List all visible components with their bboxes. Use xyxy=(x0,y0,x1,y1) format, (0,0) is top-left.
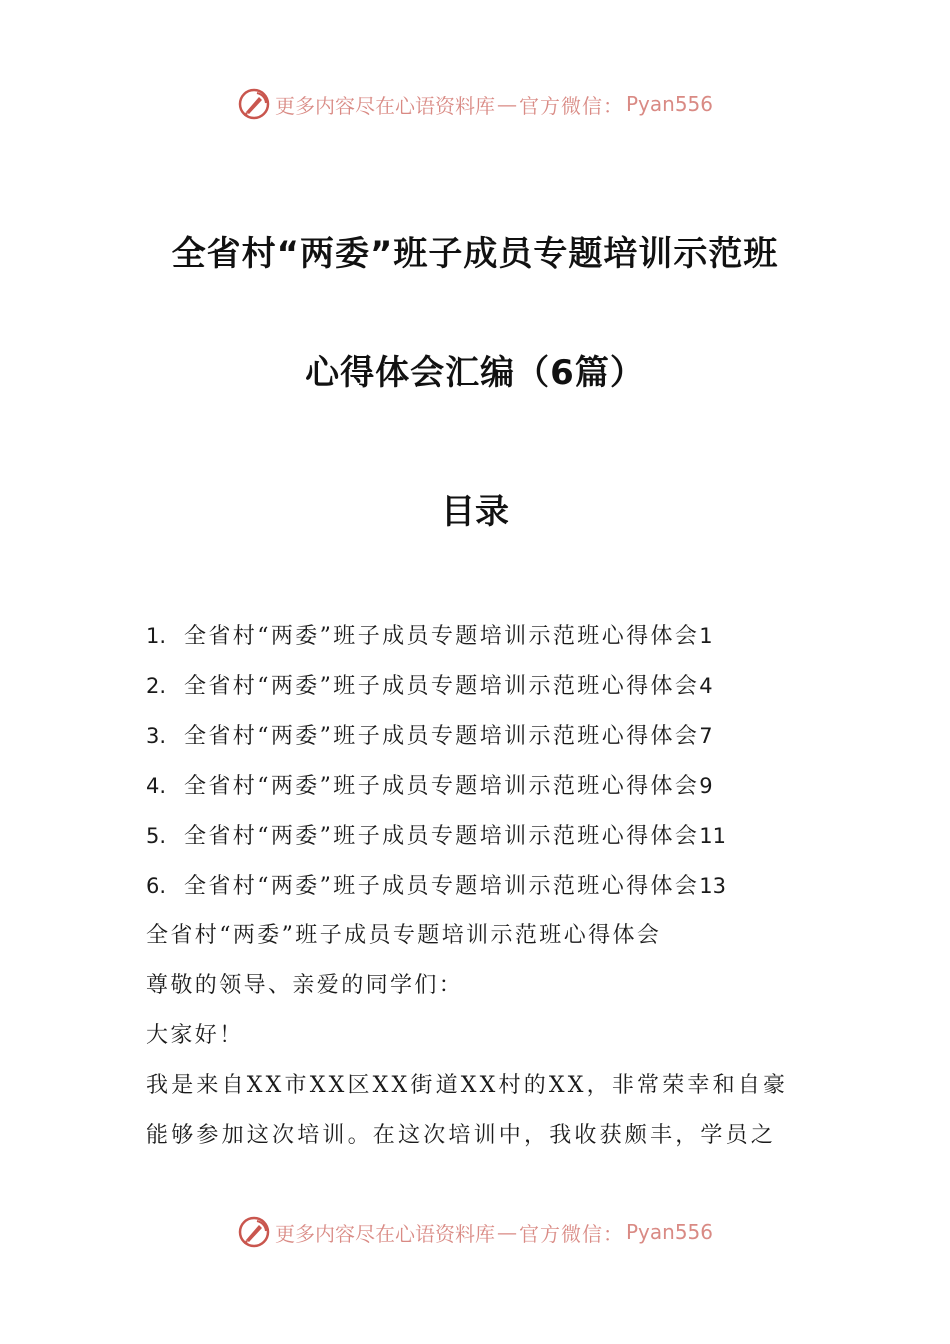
pen-logo-icon xyxy=(237,87,271,121)
banner-wechat-label: 官方微信： xyxy=(518,1221,624,1246)
toc-item-text: 全省村“两委”班子成员专题培训示范班心得体会 xyxy=(184,724,700,749)
greeting: 大家好！ xyxy=(146,1023,244,1048)
toc-item-text: 全省村“两委”班子成员专题培训示范班心得体会 xyxy=(184,674,700,699)
banner-handle: Pyan556 xyxy=(625,92,713,116)
document-title-line2: 心得体会汇编（6篇） xyxy=(305,353,645,393)
toc-item-text: 全省村“两委”班子成员专题培训示范班心得体会 xyxy=(184,624,700,649)
toc-item-text: 全省村“两委”班子成员专题培训示范班心得体会 xyxy=(184,774,700,799)
toc-item[interactable] xyxy=(146,816,726,866)
salutation: 尊敬的领导、亲爱的同学们： xyxy=(146,973,464,998)
toc-item[interactable] xyxy=(146,716,726,766)
table-of-contents xyxy=(146,616,726,916)
pen-logo-icon xyxy=(237,1215,271,1249)
banner-wechat-label: 官方微信： xyxy=(518,93,624,118)
toc-item-page: 7 xyxy=(699,724,713,748)
banner-brand: 更多内容尽在心语资料库 xyxy=(274,93,495,118)
toc-item-number: 5. xyxy=(146,824,167,848)
toc-item-number: 1. xyxy=(146,624,167,648)
watermark-banner-top xyxy=(0,84,950,124)
toc-item-number: 4. xyxy=(146,774,167,798)
toc-item[interactable] xyxy=(146,866,726,916)
banner-separator: — xyxy=(496,92,517,116)
toc-item-page: 13 xyxy=(699,874,727,898)
section-title: 全省村“两委”班子成员专题培训示范班心得体会 xyxy=(146,923,662,948)
toc-heading: 目录 xyxy=(441,492,509,532)
document-title-line1: 全省村“两委”班子成员专题培训示范班 xyxy=(171,234,779,274)
toc-item-text: 全省村“两委”班子成员专题培训示范班心得体会 xyxy=(184,824,700,849)
toc-item[interactable] xyxy=(146,766,726,816)
paragraph-line: 能够参加这次培训。在这次培训中，我收获颇丰，学员之 xyxy=(146,1123,777,1148)
toc-item-page: 1 xyxy=(699,624,713,648)
banner-separator: — xyxy=(496,1220,517,1244)
toc-item-number: 6. xyxy=(146,874,167,898)
toc-item-text: 全省村“两委”班子成员专题培训示范班心得体会 xyxy=(184,874,700,899)
toc-item-number: 2. xyxy=(146,674,167,698)
toc-item-page: 11 xyxy=(699,824,727,848)
banner-handle: Pyan556 xyxy=(625,1220,713,1244)
toc-item-page: 9 xyxy=(699,774,713,798)
toc-item-number: 3. xyxy=(146,724,167,748)
toc-item[interactable] xyxy=(146,616,726,666)
toc-item-page: 4 xyxy=(699,674,713,698)
document-body xyxy=(146,916,811,1166)
paragraph-line: 我是来自XX市XX区XX街道XX村的XX，非常荣幸和自豪 xyxy=(146,1073,789,1098)
watermark-banner-bottom xyxy=(0,1212,950,1252)
toc-item[interactable] xyxy=(146,666,726,716)
banner-brand: 更多内容尽在心语资料库 xyxy=(274,1221,495,1246)
